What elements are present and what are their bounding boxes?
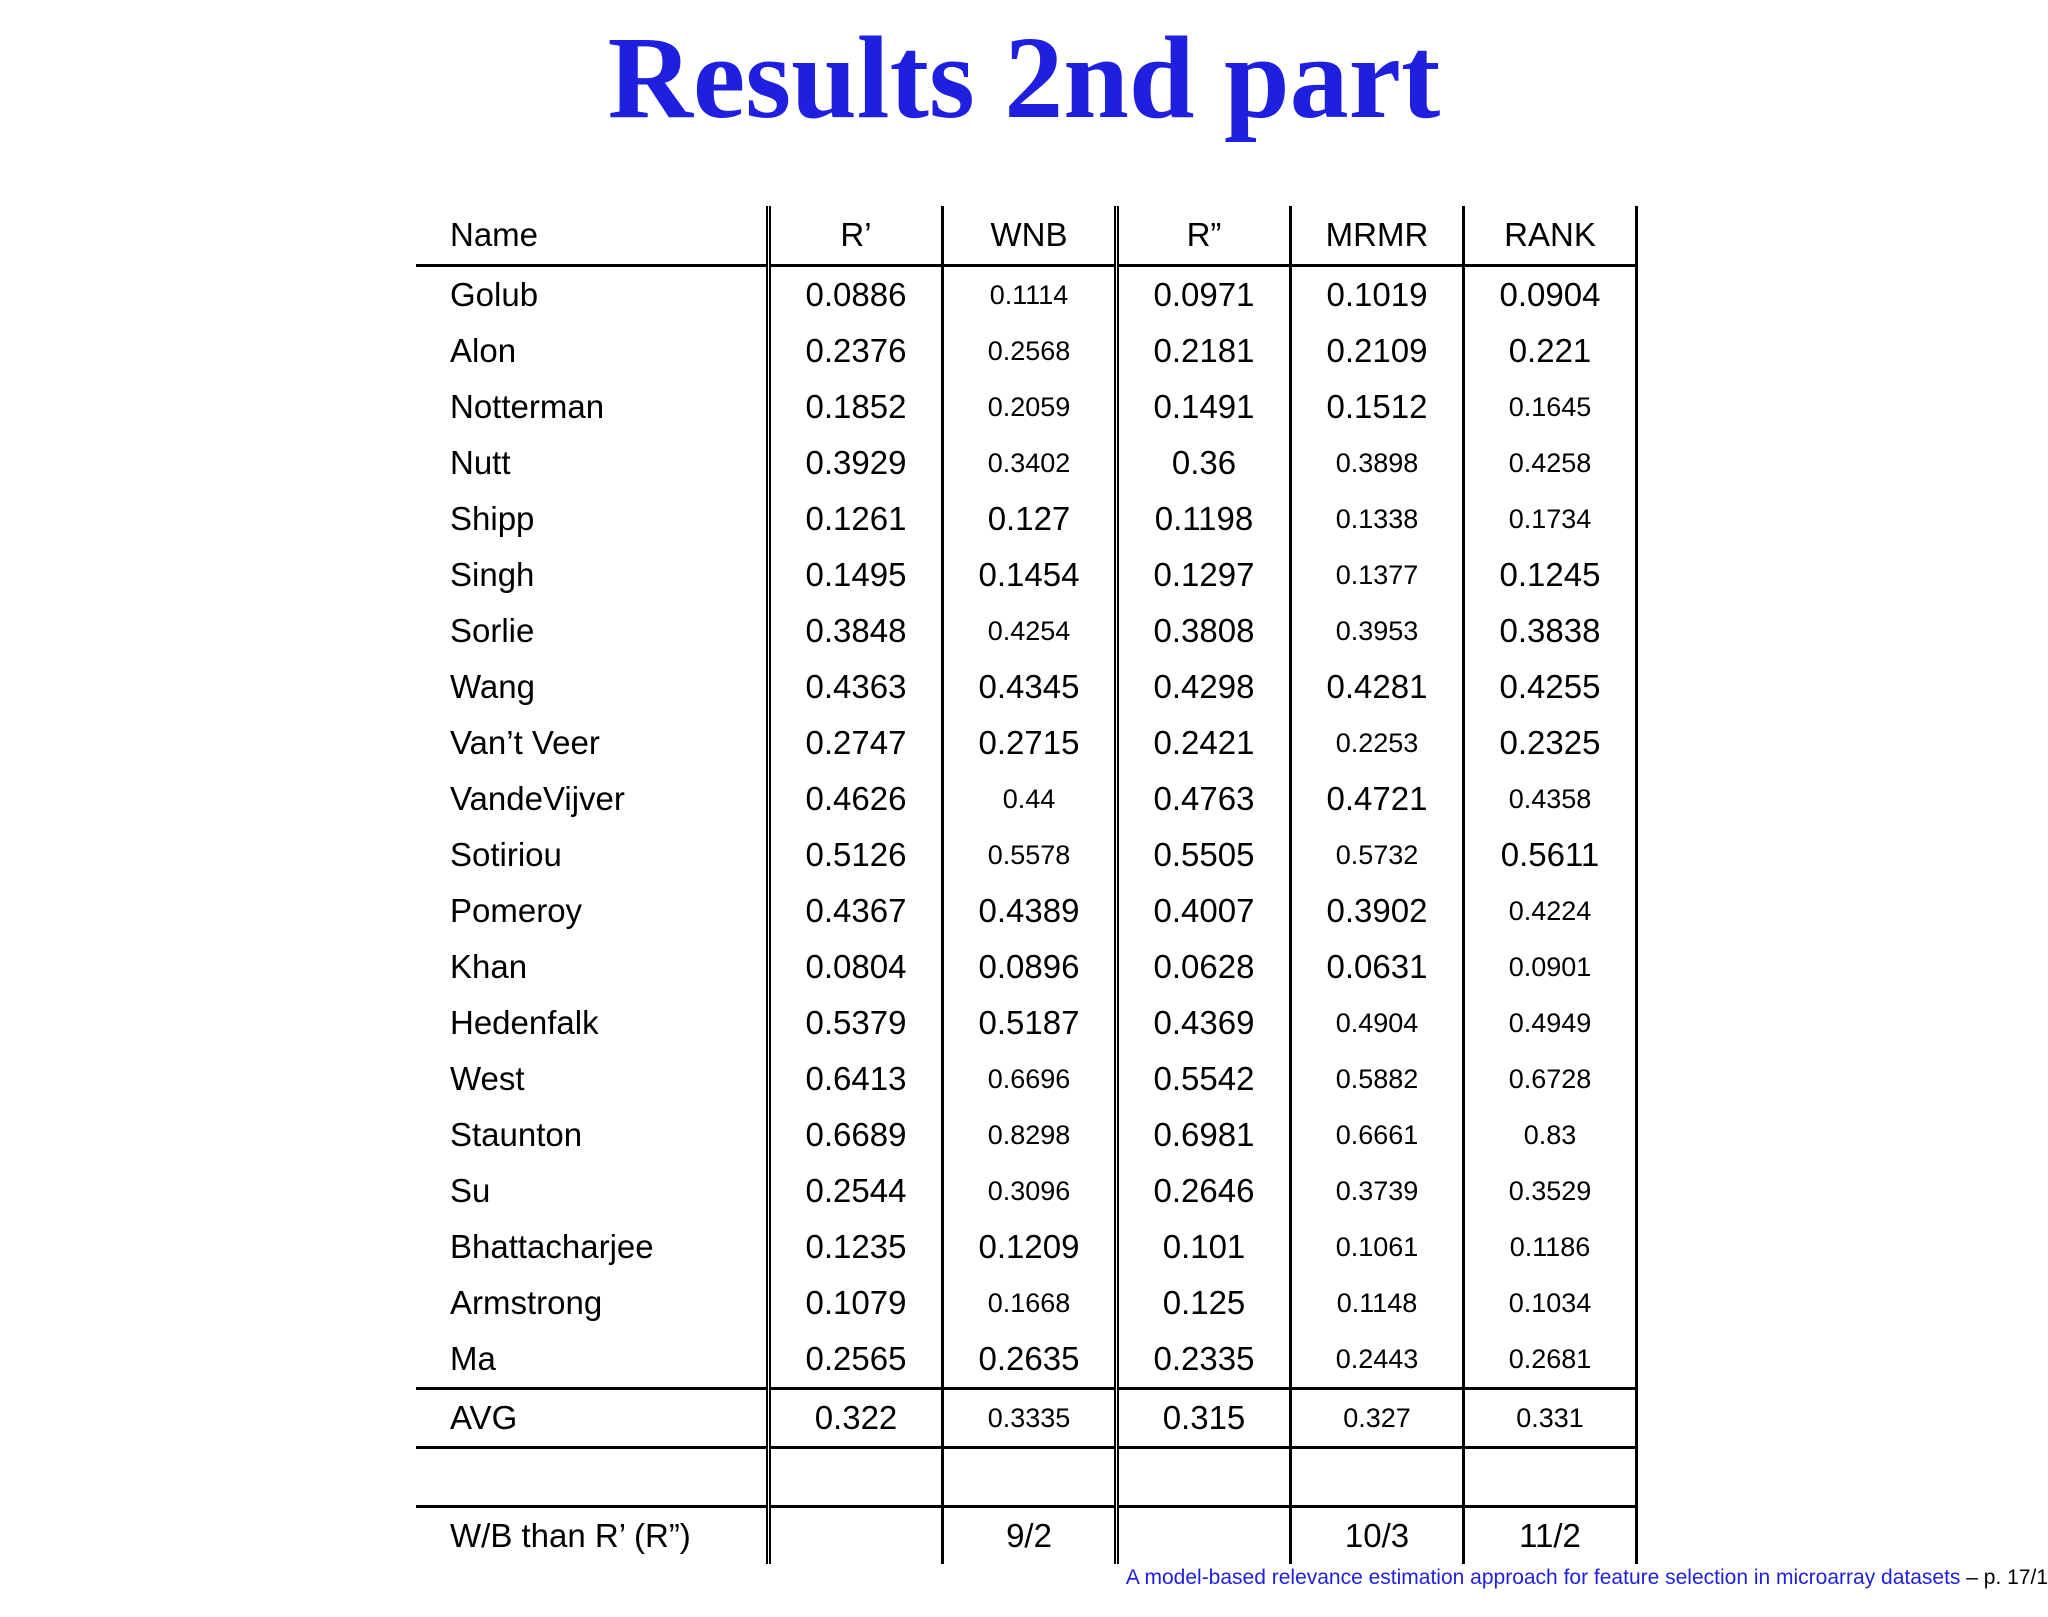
dataset-name: Wang — [416, 659, 769, 715]
cell-r-double-prime: 0.2421 — [1117, 715, 1291, 771]
cell-rank: 0.1034 — [1464, 1275, 1637, 1331]
cell-r-prime: 0.0804 — [769, 939, 943, 995]
avg-r-double-prime: 0.315 — [1117, 1389, 1291, 1448]
cell-r-double-prime: 0.4763 — [1117, 771, 1291, 827]
wb-mrmr: 10/3 — [1291, 1507, 1464, 1565]
cell-wnb: 0.0896 — [943, 939, 1117, 995]
cell-rank: 0.2681 — [1464, 1331, 1637, 1389]
cell-rank: 0.4358 — [1464, 771, 1637, 827]
cell-r-double-prime: 0.4369 — [1117, 995, 1291, 1051]
cell-mrmr: 0.1512 — [1291, 379, 1464, 435]
cell-wnb: 0.2715 — [943, 715, 1117, 771]
cell-wnb: 0.2568 — [943, 323, 1117, 379]
cell-r-double-prime: 0.6981 — [1117, 1107, 1291, 1163]
avg-label: AVG — [416, 1389, 769, 1448]
header-name: Name — [416, 206, 769, 266]
separator-cell — [1464, 1448, 1637, 1507]
cell-mrmr: 0.1061 — [1291, 1219, 1464, 1275]
cell-mrmr: 0.4721 — [1291, 771, 1464, 827]
cell-rank: 0.4224 — [1464, 883, 1637, 939]
cell-rank: 0.1645 — [1464, 379, 1637, 435]
avg-row — [416, 1389, 1637, 1448]
cell-r-double-prime: 0.1198 — [1117, 491, 1291, 547]
cell-r-double-prime: 0.2335 — [1117, 1331, 1291, 1389]
cell-mrmr: 0.5882 — [1291, 1051, 1464, 1107]
table-row — [416, 1163, 1637, 1219]
table-row — [416, 1331, 1637, 1389]
cell-r-prime: 0.5379 — [769, 995, 943, 1051]
cell-r-double-prime: 0.0971 — [1117, 266, 1291, 324]
dataset-name: Hedenfalk — [416, 995, 769, 1051]
cell-wnb: 0.1454 — [943, 547, 1117, 603]
cell-r-double-prime: 0.4298 — [1117, 659, 1291, 715]
wb-r-prime — [769, 1507, 943, 1565]
dataset-name: Shipp — [416, 491, 769, 547]
cell-r-prime: 0.1235 — [769, 1219, 943, 1275]
cell-rank: 0.1186 — [1464, 1219, 1637, 1275]
cell-mrmr: 0.4904 — [1291, 995, 1464, 1051]
cell-wnb: 0.4389 — [943, 883, 1117, 939]
cell-rank: 0.4258 — [1464, 435, 1637, 491]
cell-r-double-prime: 0.36 — [1117, 435, 1291, 491]
cell-mrmr: 0.5732 — [1291, 827, 1464, 883]
table-row — [416, 435, 1637, 491]
cell-wnb: 0.1114 — [943, 266, 1117, 324]
cell-mrmr: 0.2253 — [1291, 715, 1464, 771]
slide-footer — [1126, 1566, 2048, 1590]
dataset-name: Notterman — [416, 379, 769, 435]
table-row — [416, 547, 1637, 603]
wb-row — [416, 1507, 1637, 1565]
cell-mrmr: 0.3898 — [1291, 435, 1464, 491]
cell-wnb: 0.4345 — [943, 659, 1117, 715]
cell-r-prime: 0.2544 — [769, 1163, 943, 1219]
cell-rank: 0.6728 — [1464, 1051, 1637, 1107]
wb-label: W/B than R’ (R”) — [416, 1507, 769, 1565]
dataset-name: Staunton — [416, 1107, 769, 1163]
header-wnb: WNB — [943, 206, 1117, 266]
cell-mrmr: 0.1148 — [1291, 1275, 1464, 1331]
avg-wnb: 0.3335 — [943, 1389, 1117, 1448]
cell-r-prime: 0.4363 — [769, 659, 943, 715]
cell-mrmr: 0.1338 — [1291, 491, 1464, 547]
table-row — [416, 1275, 1637, 1331]
separator-cell — [1291, 1448, 1464, 1507]
table-row — [416, 323, 1637, 379]
cell-r-prime: 0.6689 — [769, 1107, 943, 1163]
cell-wnb: 0.8298 — [943, 1107, 1117, 1163]
dataset-name: Pomeroy — [416, 883, 769, 939]
cell-wnb: 0.127 — [943, 491, 1117, 547]
cell-r-prime: 0.3929 — [769, 435, 943, 491]
table-row — [416, 379, 1637, 435]
cell-r-prime: 0.1261 — [769, 491, 943, 547]
cell-mrmr: 0.1377 — [1291, 547, 1464, 603]
cell-mrmr: 0.3739 — [1291, 1163, 1464, 1219]
dataset-name: Van’t Veer — [416, 715, 769, 771]
cell-mrmr: 0.3953 — [1291, 603, 1464, 659]
cell-r-prime: 0.1079 — [769, 1275, 943, 1331]
cell-r-prime: 0.2376 — [769, 323, 943, 379]
header-rank: RANK — [1464, 206, 1637, 266]
cell-r-double-prime: 0.5505 — [1117, 827, 1291, 883]
separator-cell — [416, 1448, 769, 1507]
cell-wnb: 0.3096 — [943, 1163, 1117, 1219]
slide-title: Results 2nd part — [607, 12, 1441, 143]
header-r-prime: R’ — [769, 206, 943, 266]
dataset-name: Armstrong — [416, 1275, 769, 1331]
table-row — [416, 266, 1637, 324]
separator-cell — [769, 1448, 943, 1507]
cell-mrmr: 0.1019 — [1291, 266, 1464, 324]
cell-r-double-prime: 0.1491 — [1117, 379, 1291, 435]
cell-rank: 0.4255 — [1464, 659, 1637, 715]
cell-r-double-prime: 0.2181 — [1117, 323, 1291, 379]
table-row — [416, 771, 1637, 827]
dataset-name: Nutt — [416, 435, 769, 491]
table-row — [416, 883, 1637, 939]
cell-r-prime: 0.2565 — [769, 1331, 943, 1389]
dataset-name: Sotiriou — [416, 827, 769, 883]
table-row — [416, 659, 1637, 715]
table-row — [416, 827, 1637, 883]
cell-mrmr: 0.3902 — [1291, 883, 1464, 939]
cell-wnb: 0.1668 — [943, 1275, 1117, 1331]
cell-rank: 0.5611 — [1464, 827, 1637, 883]
cell-rank: 0.4949 — [1464, 995, 1637, 1051]
cell-r-double-prime: 0.4007 — [1117, 883, 1291, 939]
cell-r-double-prime: 0.2646 — [1117, 1163, 1291, 1219]
header-mrmr: MRMR — [1291, 206, 1464, 266]
separator-row — [416, 1448, 1637, 1507]
cell-wnb: 0.44 — [943, 771, 1117, 827]
cell-r-double-prime: 0.1297 — [1117, 547, 1291, 603]
cell-r-double-prime: 0.0628 — [1117, 939, 1291, 995]
cell-wnb: 0.4254 — [943, 603, 1117, 659]
wb-rank: 11/2 — [1464, 1507, 1637, 1565]
dataset-name: VandeVijver — [416, 771, 769, 827]
separator-cell — [943, 1448, 1117, 1507]
cell-r-prime: 0.2747 — [769, 715, 943, 771]
dataset-name: West — [416, 1051, 769, 1107]
cell-r-prime: 0.0886 — [769, 266, 943, 324]
cell-wnb: 0.3402 — [943, 435, 1117, 491]
cell-rank: 0.3529 — [1464, 1163, 1637, 1219]
header-r-double-prime: R” — [1117, 206, 1291, 266]
cell-rank: 0.3838 — [1464, 603, 1637, 659]
cell-wnb: 0.5187 — [943, 995, 1117, 1051]
separator-cell — [1117, 1448, 1291, 1507]
dataset-name: Golub — [416, 266, 769, 324]
wb-r-double-prime — [1117, 1507, 1291, 1565]
cell-wnb: 0.2635 — [943, 1331, 1117, 1389]
cell-r-double-prime: 0.101 — [1117, 1219, 1291, 1275]
cell-rank: 0.83 — [1464, 1107, 1637, 1163]
dataset-name: Singh — [416, 547, 769, 603]
table-row — [416, 491, 1637, 547]
avg-r-prime: 0.322 — [769, 1389, 943, 1448]
footer-text: A model-based relevance estimation approach for feature selection in microarray datasets — [1125, 1566, 1961, 1589]
results-table — [416, 206, 1638, 1564]
wb-wnb: 9/2 — [943, 1507, 1117, 1565]
cell-rank: 0.1734 — [1464, 491, 1637, 547]
cell-r-double-prime: 0.5542 — [1117, 1051, 1291, 1107]
cell-rank: 0.1245 — [1464, 547, 1637, 603]
cell-rank: 0.2325 — [1464, 715, 1637, 771]
table-row — [416, 995, 1637, 1051]
cell-r-prime: 0.4367 — [769, 883, 943, 939]
results-table-container — [416, 206, 1638, 1564]
cell-rank: 0.0901 — [1464, 939, 1637, 995]
cell-r-prime: 0.4626 — [769, 771, 943, 827]
dataset-name: Bhattacharjee — [416, 1219, 769, 1275]
cell-r-double-prime: 0.125 — [1117, 1275, 1291, 1331]
cell-r-prime: 0.1495 — [769, 547, 943, 603]
cell-wnb: 0.1209 — [943, 1219, 1117, 1275]
avg-rank: 0.331 — [1464, 1389, 1637, 1448]
avg-mrmr: 0.327 — [1291, 1389, 1464, 1448]
cell-mrmr: 0.4281 — [1291, 659, 1464, 715]
dataset-name: Khan — [416, 939, 769, 995]
dataset-name: Ma — [416, 1331, 769, 1389]
dataset-name: Alon — [416, 323, 769, 379]
cell-mrmr: 0.2443 — [1291, 1331, 1464, 1389]
cell-mrmr: 0.2109 — [1291, 323, 1464, 379]
dataset-name: Sorlie — [416, 603, 769, 659]
cell-mrmr: 0.6661 — [1291, 1107, 1464, 1163]
cell-r-prime: 0.1852 — [769, 379, 943, 435]
table-body — [416, 266, 1637, 1389]
cell-r-double-prime: 0.3808 — [1117, 603, 1291, 659]
cell-wnb: 0.6696 — [943, 1051, 1117, 1107]
cell-r-prime: 0.6413 — [769, 1051, 943, 1107]
cell-r-prime: 0.5126 — [769, 827, 943, 883]
table-row — [416, 1107, 1637, 1163]
table-row — [416, 939, 1637, 995]
cell-wnb: 0.5578 — [943, 827, 1117, 883]
cell-rank: 0.0904 — [1464, 266, 1637, 324]
table-row — [416, 603, 1637, 659]
dataset-name: Su — [416, 1163, 769, 1219]
table-row — [416, 1219, 1637, 1275]
cell-r-prime: 0.3848 — [769, 603, 943, 659]
table-row — [416, 1051, 1637, 1107]
cell-rank: 0.221 — [1464, 323, 1637, 379]
table-row — [416, 715, 1637, 771]
page-number: – p. 17/1 — [1966, 1566, 2048, 1589]
header-row — [416, 206, 1637, 266]
cell-wnb: 0.2059 — [943, 379, 1117, 435]
cell-mrmr: 0.0631 — [1291, 939, 1464, 995]
